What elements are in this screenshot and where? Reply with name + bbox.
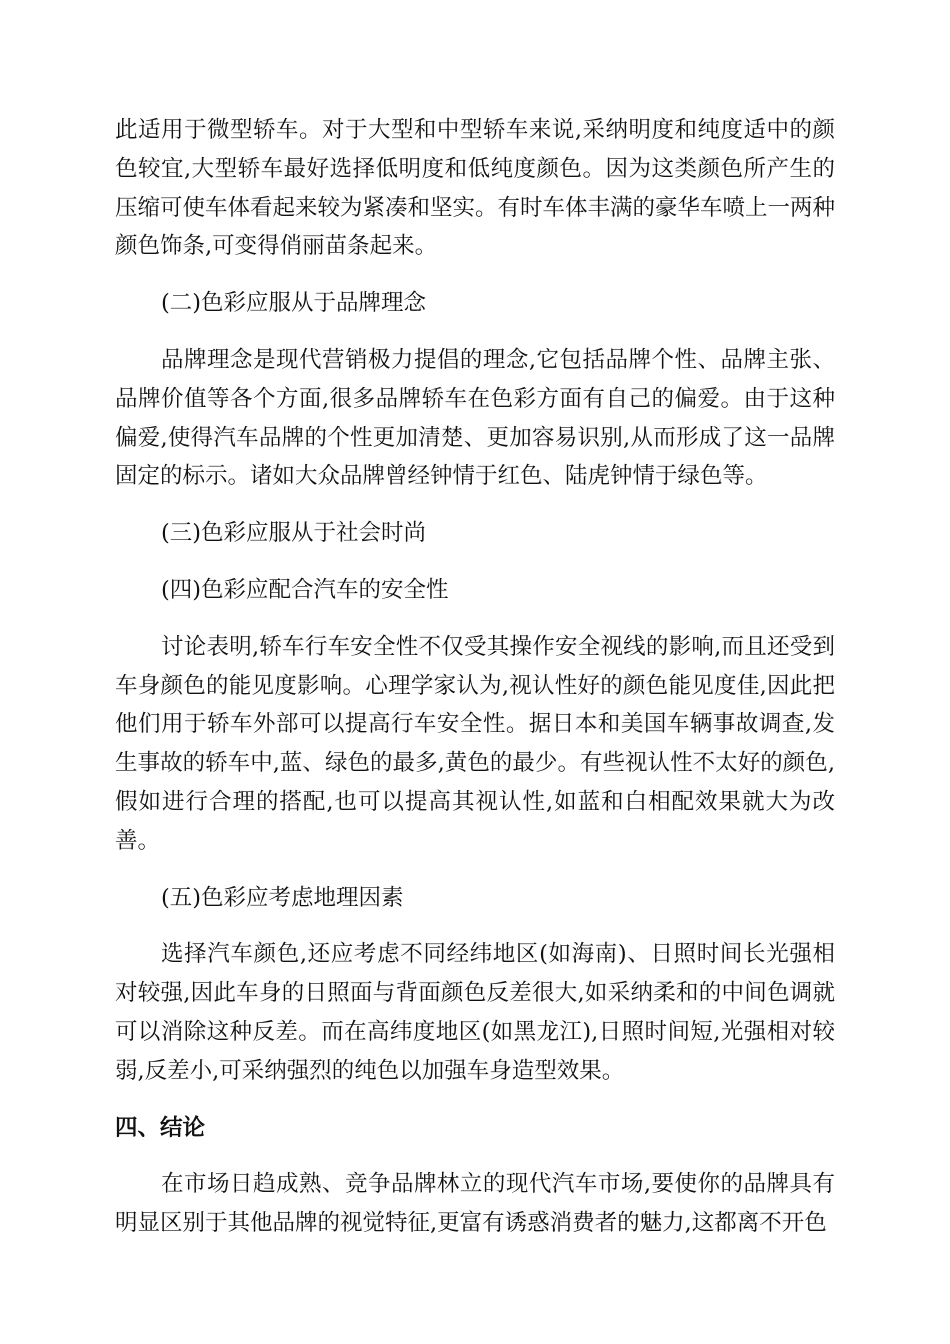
paragraph-conclusion: 在市场日趋成熟、竞争品牌林立的现代汽车市场,要使你的品牌具有明显区别于其他品牌的视觉特征,更富有诱惑消费者的魅力,这都离不开色 (115, 1171, 835, 1237)
paragraph-continuation: 此适用于微型轿车。对于大型和中型轿车来说,采纳明度和纯度适中的颜色较宜,大型轿车最好选择低明度和低纯度颜色。因为这类颜色所产生的压缩可使车体看起来较为紧凑和坚实。有时车体丰满的豪华车喷上一两种颜色饰条,可变得俏丽苗条起来。 (115, 117, 836, 260)
paragraph-safety: 讨论表明,轿车行车安全性不仅受其操作安全视线的影响,而且还受到车身颜色的能见度影响。心理学家认为,视认性好的颜色能见度佳,因此把他们用于轿车外部可以提高行车安全性。据日本和美国车辆事故调查,发生事故的轿车中,蓝、绿色的最多,黄色的最少。有些视认性不太好的颜色,假如进行合理的搭配,也可以提高其视认性,如蓝和白相配效果就大为改善。 (115, 633, 835, 854)
section-heading-conclusion: 四、结论 (115, 1114, 206, 1141)
subheading-brand-concept: (二)色彩应服从于品牌理念 (161, 290, 427, 317)
subheading-geography: (五)色彩应考虑地理因素 (161, 884, 404, 911)
paragraph-geography: 选择汽车颜色,还应考虑不同经纬地区(如海南)、日照时间长光强相对较强,因此车身的日照面与背面颜色反差很大,如采纳柔和的中间色调就可以消除这种反差。而在高纬度地区(如黑龙江),日照时间短,光强相对较弱,反差小,可采纳强烈的纯色以加强车身造型效果。 (115, 941, 835, 1084)
document-body (115, 111, 835, 1243)
subheading-safety: (四)色彩应配合汽车的安全性 (161, 576, 449, 603)
subheading-social-fashion: (三)色彩应服从于社会时尚 (161, 520, 427, 547)
paragraph-brand-concept: 品牌理念是现代营销极力提倡的理念,它包括品牌个性、品牌主张、品牌价值等各个方面,很多品牌轿车在色彩方面有自己的偏爱。由于这种偏爱,使得汽车品牌的个性更加清楚、更加容易识别,从而形成了这一品牌固定的标示。诸如大众品牌曾经钟情于红色、陆虎钟情于绿色等。 (115, 346, 835, 490)
